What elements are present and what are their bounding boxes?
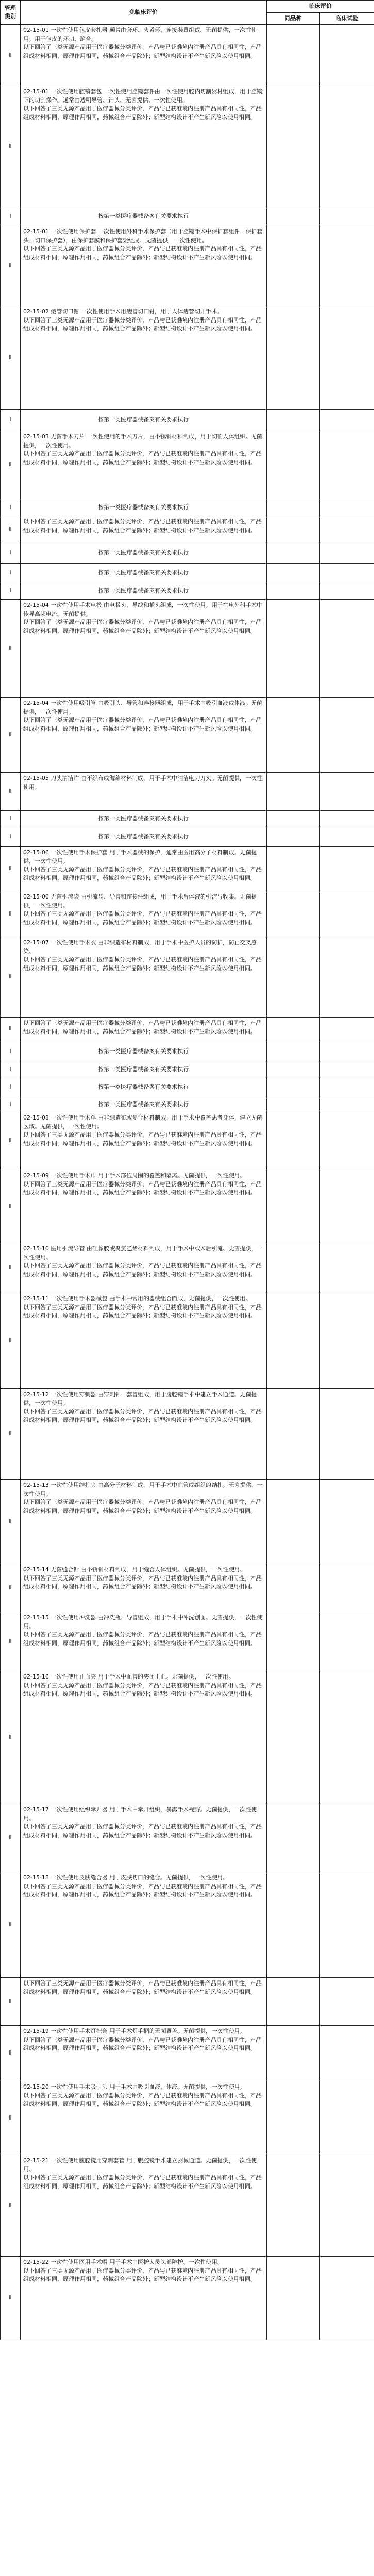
clinical-trial-cell xyxy=(320,827,374,847)
description-paragraph: 02-15-08 一次性使用手术单 由非织造布或复合材料制成，用于手术中覆盖患者身体，建立无菌区域。无菌提供，一次性使用。 xyxy=(23,1114,263,1130)
exempt-description: 按第一类医疗器械备案有关要求执行 xyxy=(21,1077,267,1097)
description-paragraph: 02-15-10 医用引流导管 由硅橡胶或聚氯乙烯材料制成，用于手术中或术后引流。无菌提供，一次性使用。 xyxy=(23,1245,263,1261)
table-row xyxy=(1,1671,374,1804)
description-paragraph: 02-15-18 一次性使用皮肤缝合器 用于皮肤切口的缝合。无菌提供，一次性使用。 xyxy=(23,1874,229,1882)
clinical-trial-cell xyxy=(320,86,374,207)
same-type-cell xyxy=(267,827,320,847)
same-type-cell xyxy=(267,1389,320,1480)
table-row xyxy=(1,516,374,543)
description-paragraph: 02-15-19 一次性使用手术灯把套 用于手术灯手柄的无菌覆盖。无菌提供，一次性使用。 xyxy=(23,2028,246,2035)
same-type-cell xyxy=(267,564,320,583)
same-type-cell xyxy=(267,1978,320,2026)
same-type-cell xyxy=(267,1077,320,1097)
table-row xyxy=(1,1243,374,1293)
description-paragraph: 以下回答了三类无源产品用于医疗器械分类评价，产品与已获准境内注册产品具有相同性，产品组成材料相同，原理作用相同，药械组合产品除外；新型结构设计不产生新风险以使用相同。 xyxy=(23,1574,262,1590)
clinical-trial-cell xyxy=(320,543,374,564)
clinical-trial-cell xyxy=(320,583,374,600)
management-category: Ⅱ xyxy=(1,600,21,698)
clinical-trial-cell xyxy=(320,1872,374,1978)
management-category: Ⅱ xyxy=(1,1612,21,1671)
exempt-description: 按第一类医疗器械备案有关要求执行 xyxy=(21,827,267,847)
management-category: Ⅱ xyxy=(1,1018,21,1041)
exempt-description xyxy=(21,1170,267,1243)
description-paragraph: 以下回答了三类无源产品用于医疗器械分类评价，产品与已获准境内注册产品具有相同性，产品组成材料相同，原理作用相同，药械组合产品除外；新型结构设计不产生新风险以使用相同。 xyxy=(23,2036,262,2052)
description-paragraph: 以下回答了三类无源产品用于医疗器械分类评价，产品与已获准境内注册产品具有相同性，产品组成材料相同，原理作用相同，药械组合产品除外；新型结构设计不产生新风险以使用相同。 xyxy=(23,1980,262,1995)
table-row xyxy=(1,937,374,1018)
same-type-cell xyxy=(267,1671,320,1804)
clinical-trial-cell xyxy=(320,2155,374,2257)
exempt-description: 按第一类医疗器械备案有关要求执行 xyxy=(21,1062,267,1077)
same-type-cell xyxy=(267,1293,320,1389)
table-row xyxy=(1,1293,374,1389)
clinical-trial-cell xyxy=(320,600,374,698)
management-category: Ⅱ xyxy=(1,1804,21,1872)
same-type-cell xyxy=(267,1112,320,1170)
exempt-description: 按第一类医疗器械备案有关要求执行 xyxy=(21,1097,267,1112)
same-type-cell xyxy=(267,1018,320,1041)
description-paragraph: 以下回答了三类无源产品用于医疗器械分类评价，产品与已获准境内注册产品具有相同性，产品组成材料相同，原理作用相同，药械组合产品除外；新型结构设计不产生新风险以使用相同。 xyxy=(23,518,262,534)
table-row xyxy=(1,583,374,600)
management-category: Ⅰ xyxy=(1,827,21,847)
header-clinical: 临床评价 xyxy=(267,1,374,13)
description-paragraph: 以下回答了三类无源产品用于医疗器械分类评价，产品与已获准境内注册产品具有相同性，产品组成材料相同，原理作用相同，药械组合产品除外；新型结构设计不产生新风险以使用相同。 xyxy=(23,44,262,59)
management-category: Ⅱ xyxy=(1,847,21,891)
same-type-cell xyxy=(267,600,320,698)
table-row xyxy=(1,564,374,583)
table-row xyxy=(1,86,374,207)
exempt-description xyxy=(21,1112,267,1170)
table-row xyxy=(1,431,374,499)
exempt-description xyxy=(21,698,267,773)
description-paragraph: 02-15-21 一次性使用腹腔镜用穿刺套管 用于腹腔镜手术建立器械通道。无菌提供，一次性使用。 xyxy=(23,2157,257,2173)
exempt-description xyxy=(21,516,267,543)
table-row xyxy=(1,306,374,410)
exempt-description xyxy=(21,2257,267,2340)
exempt-description xyxy=(21,600,267,698)
description-paragraph: 以下回答了三类无源产品用于医疗器械分类评价，产品与已获准境内注册产品具有相同性，产品组成材料相同，原理作用相同，药械组合产品除外；新型结构设计不产生新风险以使用相同。 xyxy=(23,619,262,634)
description-paragraph: 02-15-05 刀头清洁片 由不织布或海绵材料制成，用于手术中清洁电刀刀头。无菌提供，一次性使用。 xyxy=(23,775,263,790)
management-category: Ⅱ xyxy=(1,86,21,207)
header-same-type: 同品种 xyxy=(267,12,320,25)
clinical-trial-cell xyxy=(320,1112,374,1170)
management-category: Ⅱ xyxy=(1,2155,21,2257)
same-type-cell xyxy=(267,891,320,937)
same-type-cell xyxy=(267,516,320,543)
management-category: Ⅱ xyxy=(1,1170,21,1243)
management-category: Ⅰ xyxy=(1,499,21,516)
clinical-trial-cell xyxy=(320,226,374,306)
description-paragraph: 以下回答了三类无源产品用于医疗器械分类评价，产品与已获准境内注册产品具有相同性，产品组成材料相同，原理作用相同，药械组合产品除外；新型结构设计不产生新风险以使用相同。 xyxy=(23,1499,262,1514)
description-paragraph: 02-15-17 一次性使用组织牵开器 用于手术中牵开组织，暴露手术视野。无菌提供，一次性使用。 xyxy=(23,1806,257,1822)
table-row xyxy=(1,2155,374,2257)
management-category: Ⅱ xyxy=(1,937,21,1018)
description-paragraph: 02-15-16 一次性使用止血夹 用于手术中血管的夹闭止血。无菌提供，一次性使用。 xyxy=(23,1673,234,1681)
description-paragraph: 以下回答了三类无源产品用于医疗器械分类评价，产品与已获准境内注册产品具有相同性，产品组成材料相同，原理作用相同，药械组合产品除外；新型结构设计不产生新风险以使用相同。 xyxy=(23,1631,262,1647)
table-row xyxy=(1,1978,374,2026)
description-paragraph: 02-15-20 一次性使用手术吸引头 用于手术中吸引血液、体液。无菌提供，一次性使用。 xyxy=(23,2083,246,2091)
table-row xyxy=(1,811,374,827)
exempt-description: 按第一类医疗器械备案有关要求执行 xyxy=(21,410,267,431)
same-type-cell xyxy=(267,847,320,891)
same-type-cell xyxy=(267,207,320,226)
management-category: Ⅰ xyxy=(1,410,21,431)
table-row xyxy=(1,1077,374,1097)
description-paragraph: 以下回答了三类无源产品用于医疗器械分类评价，产品与已获准境内注册产品具有相同性，产品组成材料相同，原理作用相同，药械组合产品除外；新型结构设计不产生新风险以使用相同。 xyxy=(23,316,262,332)
clinical-trial-cell xyxy=(320,1041,374,1062)
description-paragraph: 02-15-13 一次性使用结扎夹 由高分子材料制成，用于手术中血管或组织的结扎。无菌提供，一次性使用。 xyxy=(23,1482,263,1497)
management-category: Ⅱ xyxy=(1,1872,21,1978)
exempt-description xyxy=(21,1243,267,1293)
exempt-description: 按第一类医疗器械备案有关要求执行 xyxy=(21,811,267,827)
exempt-description xyxy=(21,1612,267,1671)
description-paragraph: 以下回答了三类无源产品用于医疗器械分类评价，产品与已获准境内注册产品具有相同性，产品组成材料相同，原理作用相同，药械组合产品除外；新型结构设计不产生新风险以使用相同。 xyxy=(23,1823,262,1839)
same-type-cell xyxy=(267,1243,320,1293)
description-paragraph: 02-15-04 一次性使用吸引管 由吸引头、导管和连接器组成，用于手术中吸引血液或体液。无菌提供，一次性使用。 xyxy=(23,700,263,715)
description-paragraph: 以下回答了三类无源产品用于医疗器械分类评价，产品与已获准境内注册产品具有相同性，产品组成材料相同，原理作用相同，药械组合产品除外；新型结构设计不产生新风险以使用相同。 xyxy=(23,910,262,926)
clinical-trial-cell xyxy=(320,2026,374,2081)
management-category: Ⅱ xyxy=(1,1293,21,1389)
clinical-trial-cell xyxy=(320,564,374,583)
clinical-trial-cell xyxy=(320,1612,374,1671)
description-paragraph: 以下回答了三类无源产品用于医疗器械分类评价，产品与已获准境内注册产品具有相同性，产品组成材料相同，原理作用相同，药械组合产品除外；新型结构设计不产生新风险以使用相同。 xyxy=(23,2092,262,2108)
same-type-cell xyxy=(267,583,320,600)
description-paragraph: 以下回答了三类无源产品用于医疗器械分类评价，产品与已获准境内注册产品具有相同性，产品组成材料相同，原理作用相同，药械组合产品除外；新型结构设计不产生新风险以使用相同。 xyxy=(23,1883,262,1899)
same-type-cell xyxy=(267,2081,320,2155)
clinical-trial-cell xyxy=(320,25,374,86)
description-paragraph: 以下回答了三类无源产品用于医疗器械分类评价，产品与已获准境内注册产品具有相同性，产品组成材料相同，原理作用相同，药械组合产品除外；新型结构设计不产生新风险以使用相同。 xyxy=(23,1180,262,1196)
same-type-cell xyxy=(267,2257,320,2340)
exempt-description: 按第一类医疗器械备案有关要求执行 xyxy=(21,1041,267,1062)
table-row xyxy=(1,827,374,847)
management-category: Ⅰ xyxy=(1,1097,21,1112)
clinical-trial-cell xyxy=(320,1480,374,1564)
description-paragraph: 02-15-07 一次性使用手术衣 由非织造布材料制成，用于手术中医护人员的防护，防止交叉感染。 xyxy=(23,939,257,955)
management-category: Ⅱ xyxy=(1,773,21,811)
description-paragraph: 02-15-02 瘘管切口钳 一次性使用手术用瘘管切口钳，用于人体瘘管切开手术。 xyxy=(23,308,223,315)
management-category: Ⅰ xyxy=(1,583,21,600)
management-category: Ⅱ xyxy=(1,1564,21,1612)
description-paragraph: 02-15-15 一次性使用冲洗器 由冲洗瓶、导管组成，用于手术中冲洗创面。无菌提供，一次性使用。 xyxy=(23,1614,263,1630)
exempt-description xyxy=(21,1978,267,2026)
exempt-description: 按第一类医疗器械备案有关要求执行 xyxy=(21,207,267,226)
management-category: Ⅱ xyxy=(1,226,21,306)
clinical-trial-cell xyxy=(320,306,374,410)
exempt-description: 按第一类医疗器械备案有关要求执行 xyxy=(21,543,267,564)
same-type-cell xyxy=(267,1872,320,1978)
exempt-description xyxy=(21,2155,267,2257)
clinical-trial-cell xyxy=(320,1564,374,1612)
table-row xyxy=(1,1170,374,1243)
description-paragraph: 02-15-01 一次性使用保护套 一次性使用外科手术保护套（用于腔镜手术中保护套组件、保护套头、切口保护套），由保护套膜和保护套架组成。无菌提供，一次性使用。 xyxy=(23,228,263,244)
same-type-cell xyxy=(267,543,320,564)
management-category: Ⅱ xyxy=(1,431,21,499)
same-type-cell xyxy=(267,1612,320,1671)
exempt-description xyxy=(21,2081,267,2155)
management-category: Ⅱ xyxy=(1,516,21,543)
table-row xyxy=(1,1097,374,1112)
description-paragraph: 02-15-12 一次性使用穿刺器 由穿刺针、套管组成，用于腹腔镜手术中建立手术通道。无菌提供，一次性使用。 xyxy=(23,1391,257,1406)
header-category: 管理类别 xyxy=(1,1,21,25)
table-row xyxy=(1,773,374,811)
same-type-cell xyxy=(267,431,320,499)
description-paragraph: 以下回答了三类无源产品用于医疗器械分类评价，产品与已获准境内注册产品具有相同性，产品组成材料相同，原理作用相同，药械组合产品除外；新型结构设计不产生新风险以使用相同。 xyxy=(23,1408,262,1423)
table-row xyxy=(1,1389,374,1480)
table-row xyxy=(1,226,374,306)
table-row xyxy=(1,1041,374,1062)
exempt-description: 按第一类医疗器械备案有关要求执行 xyxy=(21,499,267,516)
exempt-description xyxy=(21,1564,267,1612)
same-type-cell xyxy=(267,811,320,827)
table-row xyxy=(1,1564,374,1612)
clinical-trial-cell xyxy=(320,1293,374,1389)
exempt-description xyxy=(21,1804,267,1872)
exempt-description xyxy=(21,25,267,86)
description-paragraph: 02-15-14 无菌缝合针 由不锈钢材料制成，用于缝合人体组织。无菌提供，一次性使用。 xyxy=(23,1566,246,1573)
same-type-cell xyxy=(267,2155,320,2257)
table-row xyxy=(1,600,374,698)
exempt-description xyxy=(21,306,267,410)
table-body xyxy=(1,25,374,2340)
management-category: Ⅱ xyxy=(1,1480,21,1564)
header-trial: 临床试验 xyxy=(320,12,374,25)
description-paragraph: 以下回答了三类无源产品用于医疗器械分类评价，产品与已获准境内注册产品具有相同性，产品组成材料相同，原理作用相同，药械组合产品除外；新型结构设计不产生新风险以使用相同。 xyxy=(23,2174,262,2190)
same-type-cell xyxy=(267,1480,320,1564)
exempt-description xyxy=(21,226,267,306)
description-paragraph: 以下回答了三类无源产品用于医疗器械分类评价，产品与已获准境内注册产品具有相同性，产品组成材料相同，原理作用相同，药械组合产品除外；新型结构设计不产生新风险以使用相同。 xyxy=(23,1131,262,1147)
description-paragraph: 以下回答了三类无源产品用于医疗器械分类评价，产品与已获准境内注册产品具有相同性，产品组成材料相同，原理作用相同，药械组合产品除外；新型结构设计不产生新风险以使用相同。 xyxy=(23,717,262,732)
description-paragraph: 以下回答了三类无源产品用于医疗器械分类评价，产品与已获准境内注册产品具有相同性，产品组成材料相同，原理作用相同，药械组合产品除外；新型结构设计不产生新风险以使用相同。 xyxy=(23,105,262,121)
description-paragraph: 以下回答了三类无源产品用于医疗器械分类评价，产品与已获准境内注册产品具有相同性，产品组成材料相同，原理作用相同，药械组合产品除外；新型结构设计不产生新风险以使用相同。 xyxy=(23,450,262,466)
clinical-trial-cell xyxy=(320,1170,374,1243)
table-row xyxy=(1,847,374,891)
management-category: Ⅰ xyxy=(1,543,21,564)
management-category: Ⅰ xyxy=(1,811,21,827)
same-type-cell xyxy=(267,773,320,811)
clinical-trial-cell xyxy=(320,1804,374,1872)
exempt-description xyxy=(21,1018,267,1041)
clinical-trial-cell xyxy=(320,1018,374,1041)
clinical-trial-cell xyxy=(320,698,374,773)
exempt-description xyxy=(21,1293,267,1389)
table-row xyxy=(1,1612,374,1671)
description-paragraph: 以下回答了三类无源产品用于医疗器械分类评价，产品与已获准境内注册产品具有相同性，产品组成材料相同，原理作用相同，药械组合产品除外；新型结构设计不产生新风险以使用相同。 xyxy=(23,1303,262,1319)
table-row xyxy=(1,1480,374,1564)
clinical-trial-cell xyxy=(320,773,374,811)
clinical-trial-cell xyxy=(320,1097,374,1112)
table-row xyxy=(1,1872,374,1978)
management-category: Ⅰ xyxy=(1,564,21,583)
exempt-description xyxy=(21,847,267,891)
same-type-cell xyxy=(267,1170,320,1243)
exempt-description xyxy=(21,1480,267,1564)
exempt-description xyxy=(21,891,267,937)
same-type-cell xyxy=(267,226,320,306)
description-paragraph: 以下回答了三类无源产品用于医疗器械分类评价，产品与已获准境内注册产品具有相同性，产品组成材料相同，原理作用相同，药械组合产品除外；新型结构设计不产生新风险以使用相同。 xyxy=(23,956,262,972)
management-category: Ⅱ xyxy=(1,698,21,773)
exempt-description xyxy=(21,1872,267,1978)
management-category: Ⅱ xyxy=(1,1671,21,1804)
clinical-trial-cell xyxy=(320,410,374,431)
table-row xyxy=(1,1062,374,1077)
table-row xyxy=(1,543,374,564)
description-paragraph: 02-15-11 一次性使用手术器械包 由手术中常用的器械组合而成，无菌提供，一次性使用。 xyxy=(23,1295,251,1302)
clinical-trial-cell xyxy=(320,1062,374,1077)
clinical-trial-cell xyxy=(320,1671,374,1804)
table-row xyxy=(1,25,374,86)
description-paragraph: 02-15-22 一次性使用医用手术帽 用于手术中医护人员头部防护。一次性使用。 xyxy=(23,2259,223,2266)
table-row xyxy=(1,1112,374,1170)
same-type-cell xyxy=(267,2026,320,2081)
management-category: Ⅱ xyxy=(1,2081,21,2155)
exempt-description: 按第一类医疗器械备案有关要求执行 xyxy=(21,564,267,583)
table-row xyxy=(1,2026,374,2081)
table-row xyxy=(1,499,374,516)
exempt-description xyxy=(21,1671,267,1804)
same-type-cell xyxy=(267,410,320,431)
clinical-trial-cell xyxy=(320,1243,374,1293)
description-paragraph: 以下回答了三类无源产品用于医疗器械分类评价，产品与已获准境内注册产品具有相同性，产品组成材料相同，原理作用相同，药械组合产品除外；新型结构设计不产生新风险以使用相同。 xyxy=(23,1682,262,1698)
description-paragraph: 02-15-01 一次性使用腔镜套包 一次性使用腔镜套件由一次性使用腔内切割器材组成，用于腔镜下的切割操作。通常由透明导管、针头、无菌提供，一次性使用。 xyxy=(23,88,263,104)
exempt-description xyxy=(21,773,267,811)
description-paragraph: 02-15-09 一次性使用手术巾 用于手术部位周围的覆盖和隔离。无菌提供，一次性使用。 xyxy=(23,1172,246,1179)
same-type-cell xyxy=(267,1564,320,1612)
clinical-trial-cell xyxy=(320,891,374,937)
clinical-trial-cell xyxy=(320,431,374,499)
clinical-trial-cell xyxy=(320,1077,374,1097)
same-type-cell xyxy=(267,86,320,207)
description-paragraph: 02-15-06 一次性使用手术保护套 用于手术器械的保护，通常由医用高分子材料制成。无菌提供，一次性使用。 xyxy=(23,849,257,865)
clinical-trial-cell xyxy=(320,207,374,226)
table-row xyxy=(1,2257,374,2340)
description-paragraph: 02-15-01 一次性使用包皮套扎器 通常由套环、夹紧环、连接装置组成。无菌提供，一次性使用。用于包皮的环切、缝合。 xyxy=(23,27,257,42)
description-paragraph: 以下回答了三类无源产品用于医疗器械分类评价，产品与已获准境内注册产品具有相同性，产品组成材料相同，原理作用相同，药械组合产品除外；新型结构设计不产生新风险以使用相同。 xyxy=(23,2267,262,2283)
table-row xyxy=(1,1804,374,1872)
header-exempt: 免临床评价 xyxy=(21,1,267,25)
table-row xyxy=(1,410,374,431)
same-type-cell xyxy=(267,499,320,516)
description-paragraph: 以下回答了三类无源产品用于医疗器械分类评价，产品与已获准境内注册产品具有相同性，产品组成材料相同，原理作用相同，药械组合产品除外；新型结构设计不产生新风险以使用相同。 xyxy=(23,245,262,261)
management-category: Ⅱ xyxy=(1,2257,21,2340)
management-category: Ⅰ xyxy=(1,1041,21,1062)
exempt-description xyxy=(21,1389,267,1480)
same-type-cell xyxy=(267,306,320,410)
table-row xyxy=(1,1018,374,1041)
management-category: Ⅱ xyxy=(1,25,21,86)
clinical-trial-cell xyxy=(320,1978,374,2026)
table-row xyxy=(1,698,374,773)
description-paragraph: 02-15-06 无菌引流袋 由引流袋、导管和连接件组成，用于手术后体液的引流与收集。无菌提供，一次性使用。 xyxy=(23,893,257,909)
same-type-cell xyxy=(267,1062,320,1077)
description-paragraph: 02-15-04 一次性使用手术电极 由电极头、导线和插头组成，一次性使用。用于在电外科手术中传导高频电流。无菌提供。 xyxy=(23,602,263,617)
same-type-cell xyxy=(267,1804,320,1872)
management-category: Ⅱ xyxy=(1,1243,21,1293)
clinical-trial-cell xyxy=(320,516,374,543)
description-paragraph: 以下回答了三类无源产品用于医疗器械分类评价，产品与已获准境内注册产品具有相同性，产品组成材料相同，原理作用相同，药械组合产品除外；新型结构设计不产生新风险以使用相同。 xyxy=(23,1020,262,1035)
clinical-trial-cell xyxy=(320,811,374,827)
same-type-cell xyxy=(267,698,320,773)
same-type-cell xyxy=(267,937,320,1018)
exempt-description xyxy=(21,431,267,499)
clinical-trial-cell xyxy=(320,2081,374,2155)
same-type-cell xyxy=(267,1097,320,1112)
exempt-description xyxy=(21,2026,267,2081)
exempt-description: 按第一类医疗器械备案有关要求执行 xyxy=(21,583,267,600)
management-category: Ⅰ xyxy=(1,1077,21,1097)
same-type-cell xyxy=(267,25,320,86)
management-category: Ⅱ xyxy=(1,306,21,410)
management-category: Ⅱ xyxy=(1,891,21,937)
table-row xyxy=(1,207,374,226)
description-paragraph: 以下回答了三类无源产品用于医疗器械分类评价，产品与已获准境内注册产品具有相同性，产品组成材料相同，原理作用相同，药械组合产品除外；新型结构设计不产生新风险以使用相同。 xyxy=(23,1262,262,1278)
clinical-trial-cell xyxy=(320,1389,374,1480)
clinical-trial-cell xyxy=(320,2257,374,2340)
clinical-trial-cell xyxy=(320,847,374,891)
description-paragraph: 02-15-03 无菌手术刀片 一次性使用的手术刀片，由不锈钢材料制成，用于切割人体组织。无菌提供，一次性使用。 xyxy=(23,433,263,449)
management-category: Ⅱ xyxy=(1,1389,21,1480)
exempt-description xyxy=(21,86,267,207)
management-category: Ⅱ xyxy=(1,2026,21,2081)
clinical-trial-cell xyxy=(320,937,374,1018)
clinical-trial-cell xyxy=(320,499,374,516)
management-category: Ⅰ xyxy=(1,207,21,226)
management-category: Ⅰ xyxy=(1,1062,21,1077)
exempt-description xyxy=(21,937,267,1018)
table-row xyxy=(1,891,374,937)
management-category: Ⅱ xyxy=(1,1978,21,2026)
same-type-cell xyxy=(267,1041,320,1062)
description-paragraph: 以下回答了三类无源产品用于医疗器械分类评价，产品与已获准境内注册产品具有相同性，产品组成材料相同，原理作用相同，药械组合产品除外；新型结构设计不产生新风险以使用相同。 xyxy=(23,866,262,882)
management-category: Ⅱ xyxy=(1,1112,21,1170)
table-row xyxy=(1,2081,374,2155)
